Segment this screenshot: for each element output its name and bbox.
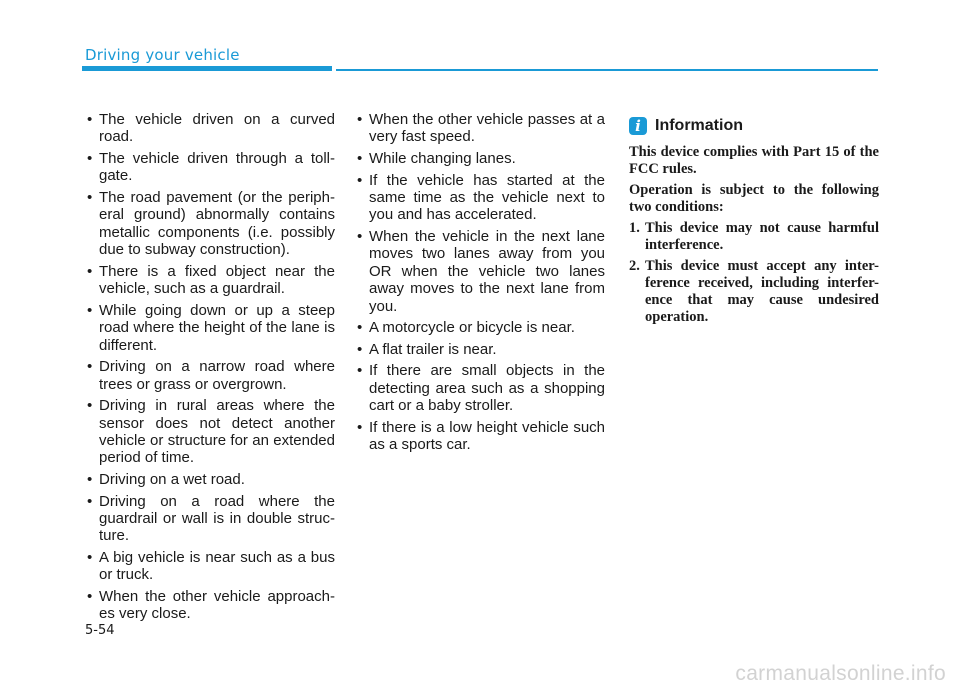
list-item: • The vehicle driven through a toll-gate. (87, 150, 335, 185)
list-item: • While going down or up a steep road where the height of the lane is different. (87, 302, 335, 354)
list-item: • A flat trailer is near. (357, 341, 605, 358)
section-title: Driving your vehicle (85, 46, 240, 64)
header-rule-thin (336, 69, 878, 71)
list-item: • A big vehicle is near such as a bus or truck. (87, 549, 335, 584)
list-item: • When the other vehicle passes at a very fast speed. (357, 111, 605, 146)
list-item: • If there are small objects in the detecting area such as a shopping cart or a baby stroller. (357, 362, 605, 414)
list-item: • Driving on a wet road. (87, 471, 335, 488)
header-rule-thick (82, 66, 332, 71)
list-item: • If the vehicle has started at the same time as the vehicle next to you and has accelerated. (357, 172, 605, 224)
list-item: • When the vehicle in the next lane moves two lanes away from you OR when the vehicle two lanes away moves to the next lane from you. (357, 228, 605, 315)
information-box (629, 116, 879, 330)
list-item: • While changing lanes. (357, 150, 605, 167)
condition-numbered-list (629, 220, 879, 325)
watermark-link[interactable]: carmanualsonline.info (735, 662, 946, 685)
information-header (629, 116, 879, 136)
list-item: • A motorcycle or bicycle is near. (357, 319, 605, 336)
condition-list-middle (357, 111, 605, 454)
item-number: 2. (629, 258, 640, 275)
info-icon: i (629, 117, 647, 135)
information-title: Information (655, 117, 743, 134)
condition-list-left (87, 111, 335, 623)
list-item: • There is a fixed object near the vehicle, such as a guardrail. (87, 263, 335, 298)
list-item: • The vehicle driven on a curved road. (87, 111, 335, 146)
list-item: • When the other vehicle approach-es very close. (87, 588, 335, 623)
list-item: • Driving on a narrow road where trees or grass or overgrown. (87, 358, 335, 393)
numbered-item (629, 258, 879, 325)
page-number: 5-54 (85, 623, 115, 638)
information-paragraph: This device complies with Part 15 of the FCC rules. (629, 144, 879, 177)
list-item: • Driving in rural areas where the sensor does not detect another vehicle or structure for an extended period of time. (87, 397, 335, 467)
item-text: This device may not cause harmful interference. (645, 220, 879, 253)
item-text: This device must accept any inter-ference received, including interfer-ence that may cause undesired operation. (645, 258, 879, 325)
column-left (87, 111, 335, 627)
numbered-item (629, 220, 879, 254)
list-item: • The road pavement (or the periph-eral ground) abnormally contains metallic components (i.e. possibly due to subway construction). (87, 189, 335, 259)
item-number: 1. (629, 220, 640, 237)
list-item: • If there is a low height vehicle such as a sports car. (357, 419, 605, 454)
information-paragraph: Operation is subject to the following two conditions: (629, 182, 879, 215)
column-middle (357, 111, 605, 458)
list-item: • Driving on a road where the guardrail or wall is in double struc-ture. (87, 493, 335, 545)
